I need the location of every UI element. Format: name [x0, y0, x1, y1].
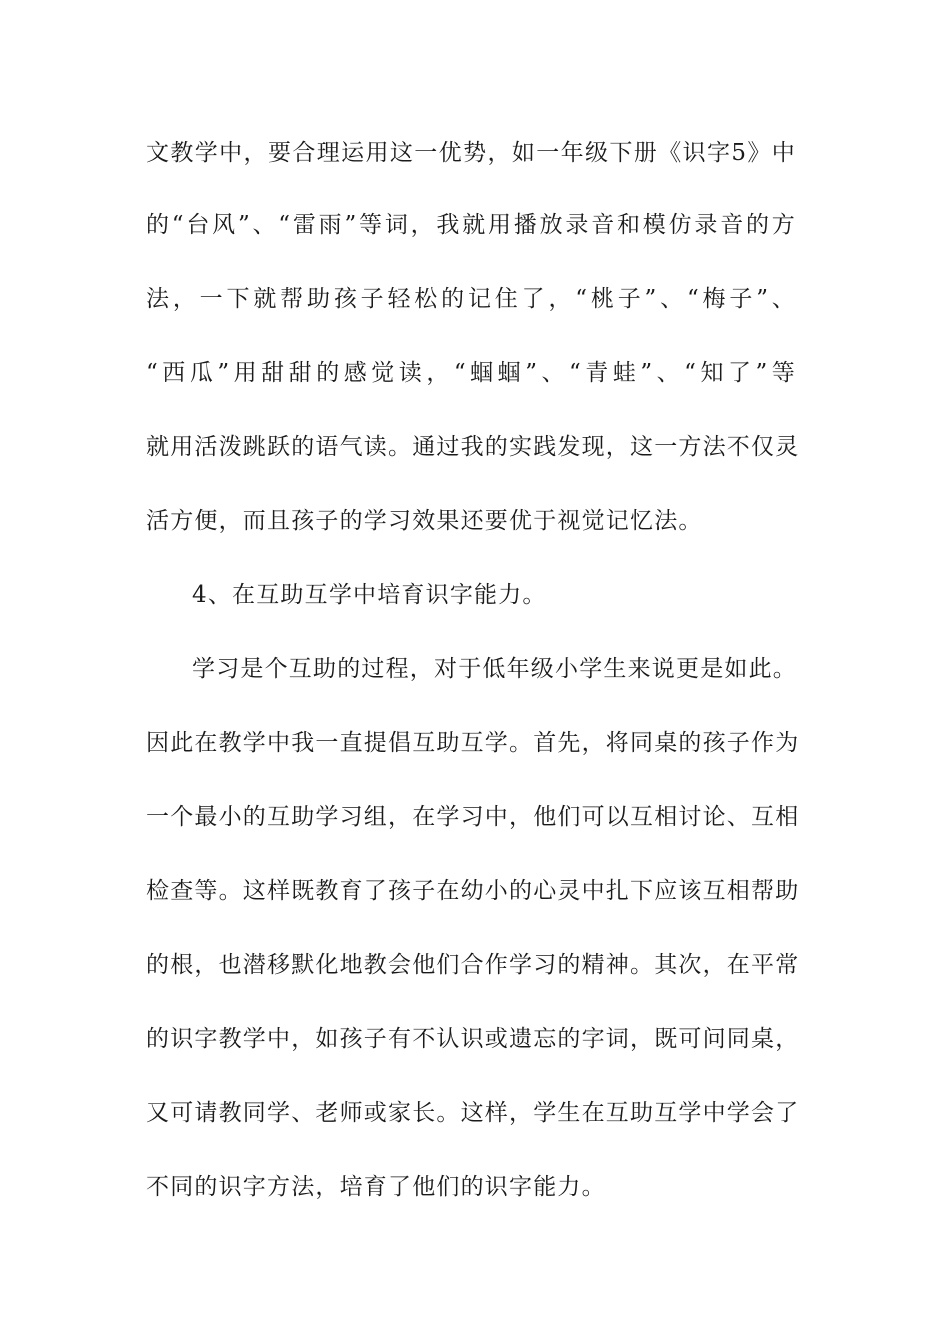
text-line: 又可请教同学、老师或家长。这样，学生在互助互学中学会了: [146, 1100, 800, 1126]
text-line: 的根，也潜移默化地教会他们合作学习的精神。其次，在平常: [146, 952, 800, 978]
section-heading: 4、在互助互学中培育识字能力。: [192, 582, 547, 608]
text-line: 不同的识字方法，培育了他们的识字能力。: [146, 1174, 606, 1200]
text-line: 学习是个互助的过程，对于低年级小学生来说更是如此。: [192, 656, 797, 682]
text-line: “西瓜”用甜甜的感觉读，“蝈蝈”、“青蛙”、“知了”等: [146, 360, 796, 386]
text-line: 法，一下就帮助孩子轻松的记住了，“桃子”、“梅子”、: [146, 286, 796, 312]
text-line: 检查等。这样既教育了孩子在幼小的心灵中扎下应该互相帮助: [146, 878, 800, 904]
text-line: 就用活泼跳跃的语气读。通过我的实践发现，这一方法不仅灵: [146, 434, 800, 460]
text-line: 活方便，而且孩子的学习效果还要优于视觉记忆法。: [146, 508, 703, 534]
text-line: 一个最小的互助学习组，在学习中，他们可以互相讨论、互相: [146, 804, 800, 830]
text-line: 的识字教学中，如孩子有不认识或遗忘的字词，既可问同桌，: [146, 1026, 800, 1052]
text-line: 文教学中，要合理运用这一优势，如一年级下册《识字5》中: [146, 140, 796, 166]
text-line: 因此在教学中我一直提倡互助互学。首先，将同桌的孩子作为: [146, 730, 800, 756]
text-line: 的“台风”、“雷雨”等词，我就用播放录音和模仿录音的方: [146, 212, 796, 238]
